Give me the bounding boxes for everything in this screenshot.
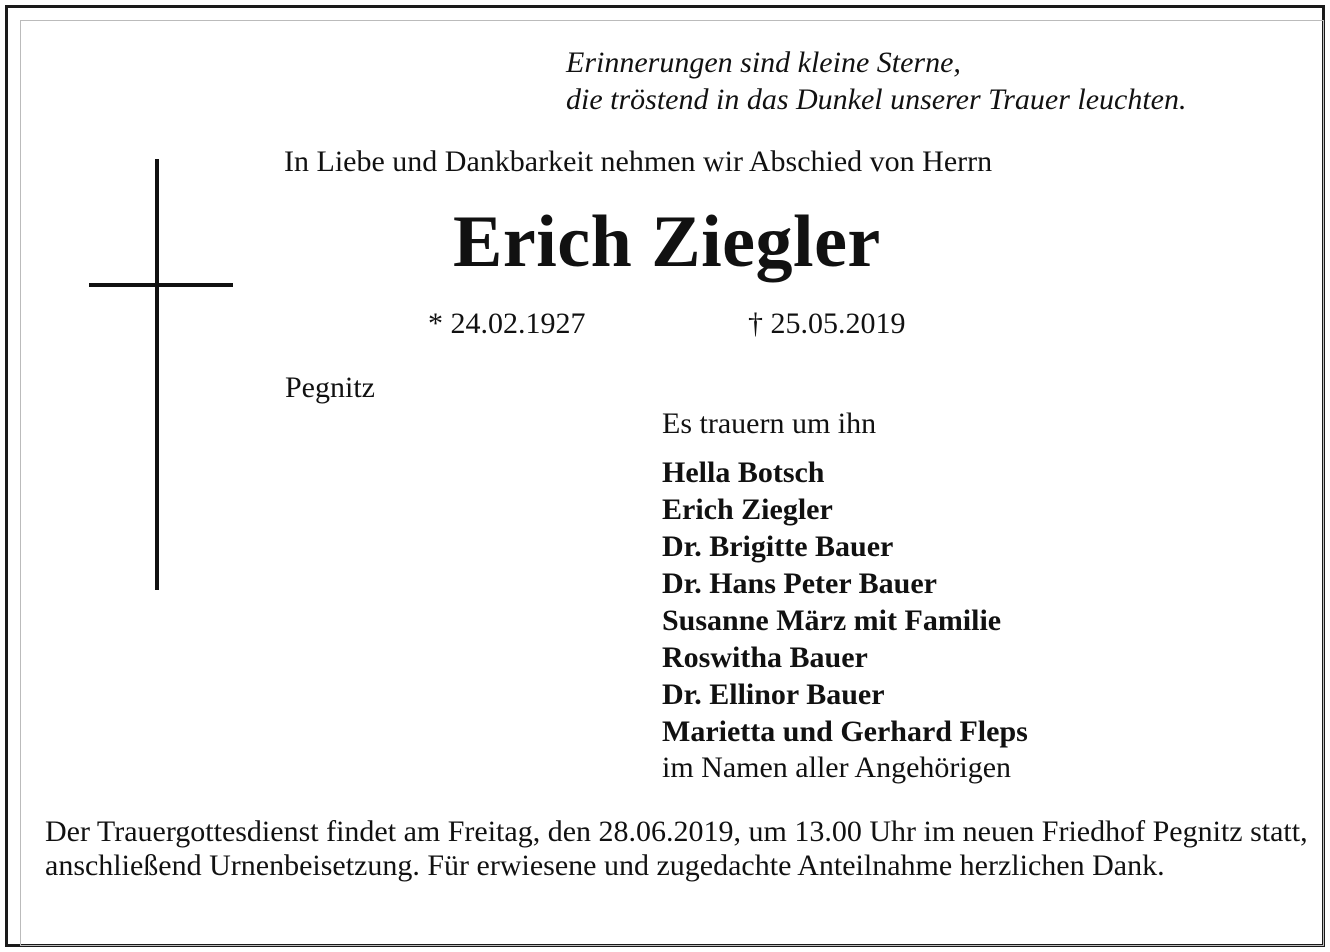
mourners-list <box>662 454 1028 750</box>
quote-line-1: Erinnerungen sind kleine Sterne, <box>566 46 961 79</box>
mourner-name: Dr. Ellinor Bauer <box>662 678 885 711</box>
mourner-name: Susanne März mit Familie <box>662 604 1002 637</box>
mourner-name: Dr. Brigitte Bauer <box>662 530 894 563</box>
mourner-name: Erich Ziegler <box>662 493 833 526</box>
mourner-name: Hella Botsch <box>662 456 825 489</box>
cross-vertical-beam <box>155 159 159 590</box>
relatives-note: im Namen aller Angehörigen <box>662 751 1012 784</box>
memorial-quote <box>566 44 1186 118</box>
farewell-intro: In Liebe und Dankbarkeit nehmen wir Abschied von Herrn <box>284 145 993 178</box>
place-of-residence: Pegnitz <box>285 371 375 404</box>
mourner-name: Marietta und Gerhard Fleps <box>662 715 1028 748</box>
deceased-name: Erich Ziegler <box>453 201 881 283</box>
mourner-name: Roswitha Bauer <box>662 641 868 674</box>
death-date: † 25.05.2019 <box>748 307 906 340</box>
birth-date: * 24.02.1927 <box>428 307 586 340</box>
mourner-name: Dr. Hans Peter Bauer <box>662 567 937 600</box>
mourners-intro: Es trauern um ihn <box>662 407 877 440</box>
cross-horizontal-beam <box>89 283 233 287</box>
service-notice: Der Trauergottesdienst findet am Freitag, den 28.06.2019, um 13.00 Uhr im neuen Friedhof Pegnitz statt, anschließend Urnenbeisetzung. Für erwiesene und zugedachte Anteilnahme herzlichen Dank. <box>45 815 1308 882</box>
quote-line-2: die tröstend in das Dunkel unserer Trauer leuchten. <box>566 83 1187 116</box>
